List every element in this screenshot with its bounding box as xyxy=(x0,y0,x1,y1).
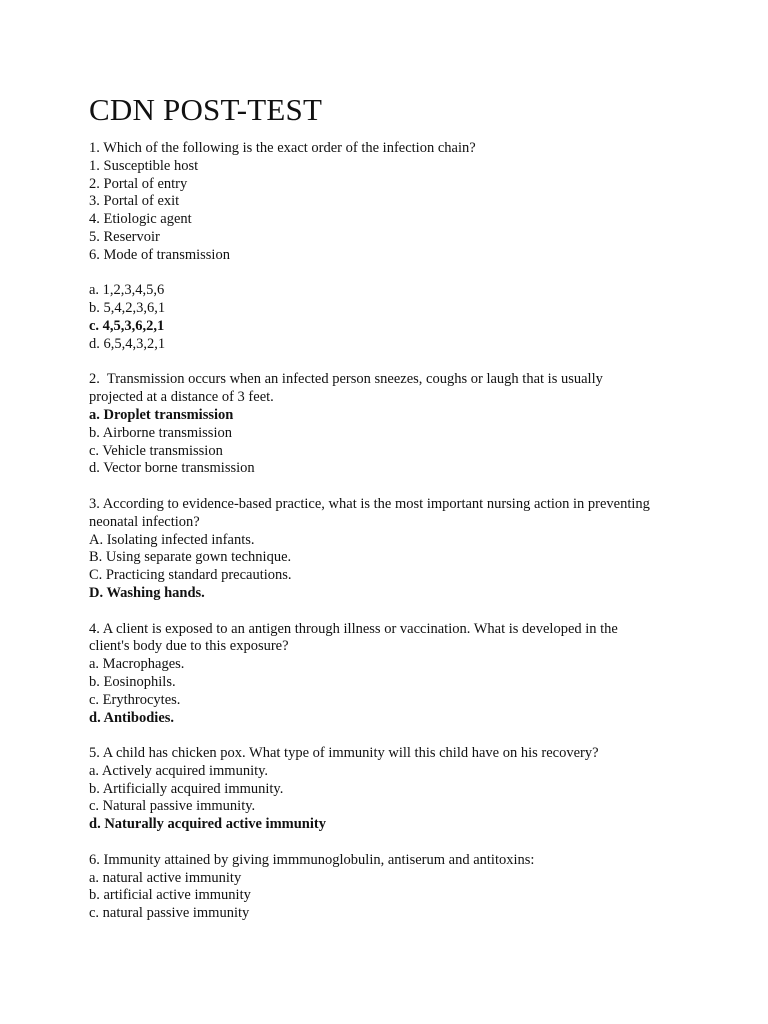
answer-option-correct: c. 4,5,3,6,2,1 xyxy=(89,317,165,334)
spacer xyxy=(89,478,709,496)
document-title: CDN POST-TEST xyxy=(89,92,323,127)
answer-option: b. artificial active immunity xyxy=(89,887,251,904)
spacer xyxy=(89,265,709,283)
question-stem: 3. According to evidence-based practice, what is the most important nursing action in preventing xyxy=(89,495,650,512)
questions-container xyxy=(89,140,709,923)
answer-option: c. natural passive immunity xyxy=(89,905,250,922)
spacer xyxy=(89,354,709,372)
spacer xyxy=(89,834,709,852)
question-block xyxy=(89,140,709,354)
answer-option: a. 1,2,3,4,5,6 xyxy=(89,282,165,299)
answer-option-correct: d. Antibodies. xyxy=(89,709,175,726)
answer-option: c. Natural passive immunity. xyxy=(89,798,256,815)
question-stem: 2. Transmission occurs when an infected person sneezes, coughs or laugh that is usually xyxy=(89,371,603,388)
answer-option: A. Isolating infected infants. xyxy=(89,531,255,548)
question-stem: 6. Immunity attained by giving immmunoglobulin, antiserum and antitoxins: xyxy=(89,851,535,868)
answer-option: C. Practicing standard precautions. xyxy=(89,567,292,584)
answer-option-correct: D. Washing hands. xyxy=(89,584,205,601)
question-stem: 1. Which of the following is the exact order of the infection chain? xyxy=(89,140,476,156)
question-stem: client's body due to this exposure? xyxy=(89,638,289,655)
question-block xyxy=(89,371,709,478)
question-stem: 4. A client is exposed to an antigen through illness or vaccination. What is developed in the xyxy=(89,620,618,637)
question-block xyxy=(89,621,709,728)
question-block xyxy=(89,496,709,603)
answer-option: B. Using separate gown technique. xyxy=(89,549,292,566)
answer-option: b. Artificially acquired immunity. xyxy=(89,780,284,797)
list-item: 3. Portal of exit xyxy=(89,193,180,210)
answer-option: a. natural active immunity xyxy=(89,869,242,886)
question-block xyxy=(89,852,709,923)
answer-option: c. Vehicle transmission xyxy=(89,442,223,459)
answer-option: a. Actively acquired immunity. xyxy=(89,762,269,779)
spacer xyxy=(89,727,709,745)
list-item: 4. Etiologic agent xyxy=(89,211,192,228)
question-stem: 5. A child has chicken pox. What type of immunity will this child have on his recovery? xyxy=(89,745,599,762)
answer-option-correct: a. Droplet transmission xyxy=(89,406,234,423)
list-item: 5. Reservoir xyxy=(89,228,160,245)
answer-option: b. 5,4,2,3,6,1 xyxy=(89,300,166,317)
document-page xyxy=(89,92,709,923)
answer-option: c. Erythrocytes. xyxy=(89,691,181,708)
answer-option: a. Macrophages. xyxy=(89,656,185,673)
answer-option: b. Airborne transmission xyxy=(89,424,232,441)
answer-option: b. Eosinophils. xyxy=(89,673,176,690)
answer-option: d. Vector borne transmission xyxy=(89,460,255,477)
list-item: 2. Portal of entry xyxy=(89,175,188,192)
answer-option: d. 6,5,4,3,2,1 xyxy=(89,335,166,352)
list-item: 6. Mode of transmission xyxy=(89,246,230,263)
question-stem: projected at a distance of 3 feet. xyxy=(89,389,274,406)
spacer xyxy=(89,603,709,621)
answer-option-correct: d. Naturally acquired active immunity xyxy=(89,816,326,833)
list-item: 1. Susceptible host xyxy=(89,157,199,174)
question-block xyxy=(89,745,709,834)
question-stem: neonatal infection? xyxy=(89,513,200,530)
